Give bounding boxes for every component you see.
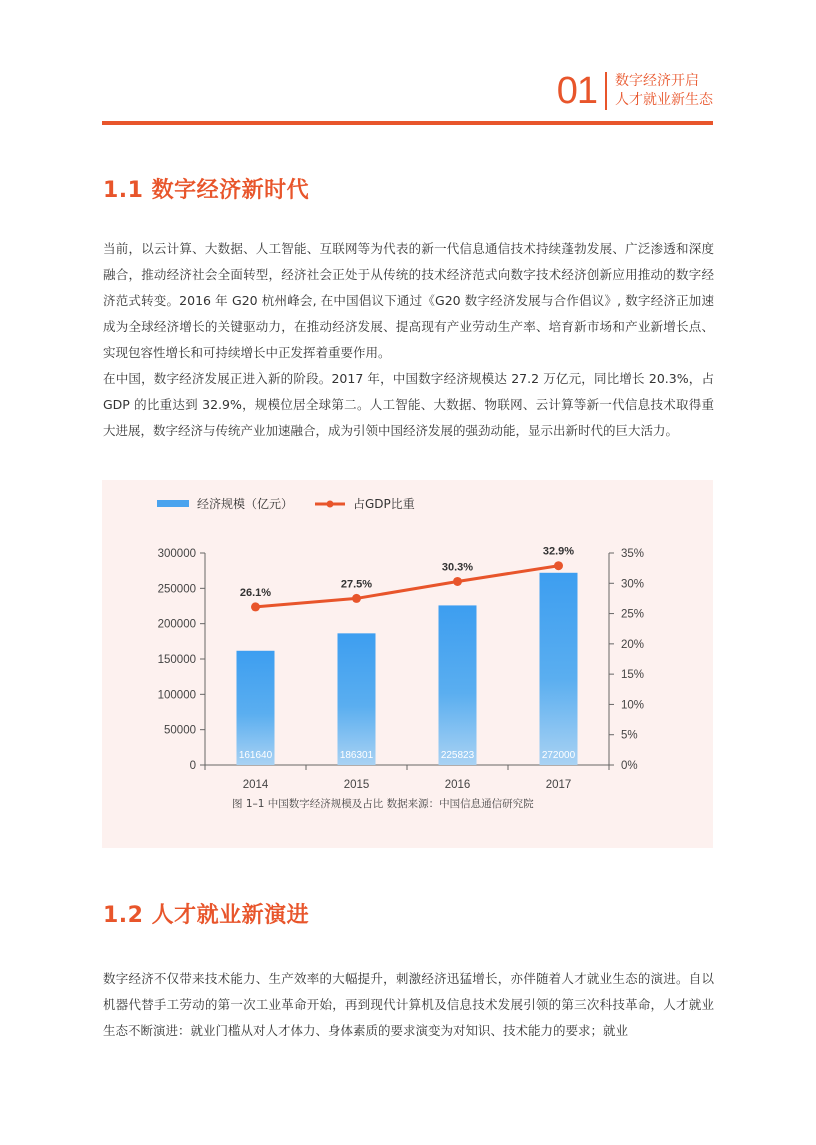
x-tick-label: 2015 — [343, 779, 370, 791]
right-tick-label: 10% — [621, 699, 645, 712]
section2-paragraph-1: 数字经济不仅带来技术能力、生产效率的大幅提升，刺激经济迅猛增长，亦伴随着人才就业生态的演进。自以机器代替手工劳动的第一次工业革命开始，再到现代计算机及信息技术发展引领的第三次科技革命，人才就业生态不断演进：就业门槛从对人才体力、身体素质的要求演变为对知识、技术能力的要求；就业 — [103, 971, 714, 1038]
section1-paragraph-1: 当前，以云计算、大数据、人工智能、互联网等为代表的新一代信息通信技术持续蓬勃发展、广泛渗透和深度融合，推动经济社会全面转型，经济社会正处于从传统的技术经济范式向数字技术经济创新应用推动的数字经济范式转变。2016 年 G20 杭州峰会, 在中国倡议下通过《G20 数字经济发展与合作倡议》, 数字经济正加速成为全球经济增长的关键驱动力，在推动经济发展、提高现有产业劳动生产率、培育新市场和产业新增长点、实现包容性增长和可持续增长中正发挥着重要作用。 — [103, 241, 714, 360]
right-tick-label: 30% — [621, 578, 645, 591]
left-tick-label: 300000 — [157, 548, 196, 560]
gdp-share-label: 32.9% — [542, 545, 575, 558]
left-tick-label: 150000 — [157, 654, 196, 666]
chart-caption: 图 1–1 中国数字经济规模及占比 数据来源：中国信息通信研究院 — [232, 798, 534, 810]
chapter-number: 01 — [556, 70, 597, 112]
gdp-share-point — [453, 577, 462, 586]
chapter-header — [557, 72, 713, 110]
legend-line-marker — [327, 501, 334, 508]
gdp-share-point — [554, 561, 563, 570]
legend-line-label: 占GDP比重 — [353, 497, 415, 511]
right-tick-label: 5% — [621, 729, 638, 742]
bar — [439, 605, 477, 765]
chapter-title-line1: 数字经济开启 — [615, 73, 699, 89]
bar — [338, 633, 376, 765]
bar-value-label: 161640 — [238, 750, 273, 761]
left-axis-ticks — [158, 548, 205, 772]
line-series — [240, 546, 574, 612]
gdp-share-point — [251, 602, 260, 611]
left-tick-label: 50000 — [164, 724, 196, 737]
header-rule — [102, 121, 713, 125]
bar-series — [237, 573, 578, 765]
section-title-1-2: 1.2 人才就业新演进 — [103, 903, 310, 928]
chapter-divider — [605, 72, 607, 110]
bar — [237, 651, 275, 765]
right-axis-ticks — [609, 548, 644, 772]
right-tick-label: 0% — [621, 760, 638, 772]
bar — [540, 573, 578, 765]
chart-canvas — [102, 480, 713, 848]
bar-value-label: 272000 — [541, 750, 576, 761]
left-tick-label: 100000 — [157, 689, 196, 702]
gdp-share-label: 30.3% — [441, 561, 474, 574]
right-tick-label: 15% — [621, 669, 645, 682]
left-tick-label: 250000 — [157, 583, 196, 596]
left-tick-label: 200000 — [157, 618, 196, 631]
gdp-share-point — [352, 594, 361, 603]
x-tick-label: 2014 — [242, 779, 269, 791]
left-tick-label: 0 — [189, 760, 196, 772]
bar-value-label: 225823 — [440, 750, 475, 761]
legend-bar-swatch — [157, 500, 189, 507]
digital-economy-chart — [102, 480, 713, 848]
x-axis-ticks — [205, 765, 609, 791]
gdp-share-label: 27.5% — [340, 578, 373, 591]
x-tick-label: 2016 — [444, 779, 471, 791]
gdp-share-line — [256, 566, 559, 607]
gdp-share-label: 26.1% — [239, 586, 272, 599]
chapter-titles — [615, 72, 713, 110]
right-tick-label: 35% — [621, 548, 645, 560]
section-title-1-1: 1.1 数字经济新时代 — [103, 178, 310, 203]
right-tick-label: 25% — [621, 608, 645, 621]
legend-bar-label: 经济规模（亿元） — [197, 497, 294, 511]
right-tick-label: 20% — [621, 638, 645, 651]
x-tick-label: 2017 — [545, 779, 572, 791]
chapter-title-line2: 人才就业新生态 — [615, 92, 713, 108]
bar-value-label: 186301 — [339, 750, 374, 761]
section1-paragraph-2: 在中国，数字经济发展正进入新的阶段。2017 年，中国数字经济规模达 27.2 万亿元，同比增长 20.3%，占 GDP 的比重达到 32.9%，规模位居全球第二。人工智能、大数据、物联网、云计算等新一代信息技术取得重大进展，数字经济与传统产业加速融合，成为引领中国经济发展的强劲动能，显示出新时代的巨大活力。 — [103, 371, 714, 438]
